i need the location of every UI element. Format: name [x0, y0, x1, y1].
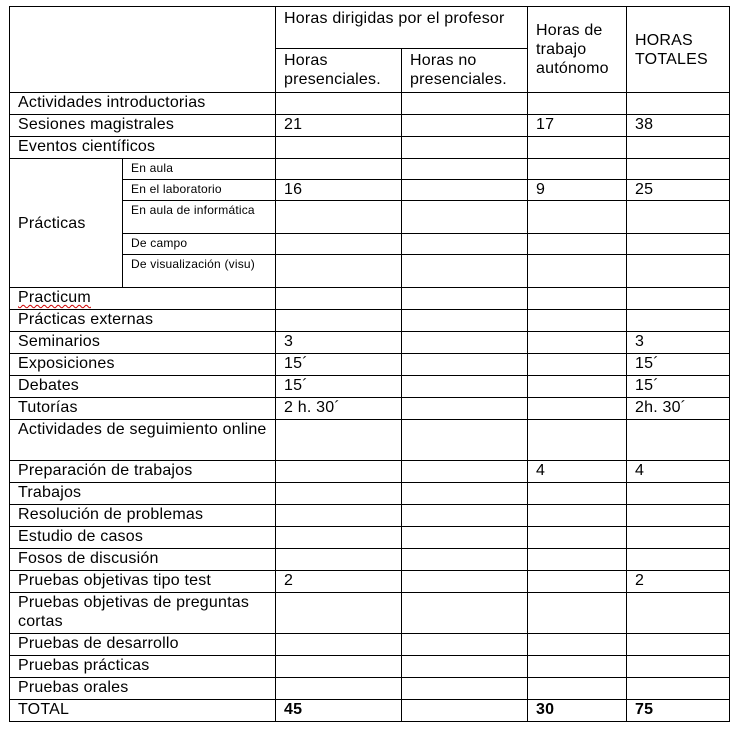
no-presenciales-cell: [402, 310, 528, 332]
total-cell: [627, 159, 730, 180]
autonomo-cell: [528, 656, 627, 678]
autonomo-cell: [528, 354, 627, 376]
total-cell: 2h. 30´: [627, 398, 730, 420]
autonomo-cell: [528, 137, 627, 159]
presenciales-cell: [276, 527, 402, 549]
row-label: Seminarios: [10, 332, 276, 354]
total-cell: [627, 505, 730, 527]
presenciales-cell: [276, 255, 402, 288]
no-presenciales-cell: [402, 527, 528, 549]
table-row: [10, 505, 730, 527]
total-cell: 3: [627, 332, 730, 354]
autonomo-cell: [528, 571, 627, 593]
autonomo-cell: 17: [528, 115, 627, 137]
presenciales-cell: 15´: [276, 354, 402, 376]
header-autonomo: Horas de trabajo autónomo: [528, 7, 627, 93]
presenciales-cell: 2 h. 30´: [276, 398, 402, 420]
table-row: [10, 593, 730, 634]
autonomo-cell: 9: [528, 180, 627, 201]
autonomo-cell: [528, 593, 627, 634]
table-row: [10, 115, 730, 137]
presenciales-cell: 3: [276, 332, 402, 354]
no-presenciales-cell: [402, 571, 528, 593]
presenciales-cell: [276, 483, 402, 505]
practicas-subrow: [10, 159, 730, 180]
autonomo-cell: [528, 549, 627, 571]
header-blank-cell: [10, 7, 276, 93]
hours-table: [9, 6, 730, 722]
total-cell: [627, 593, 730, 634]
table-row: [10, 678, 730, 700]
no-presenciales-cell: [402, 354, 528, 376]
no-presenciales-cell: [402, 234, 528, 255]
total-cell: [627, 137, 730, 159]
no-presenciales-cell: [402, 159, 528, 180]
autonomo-cell: [528, 255, 627, 288]
total-cell: 15´: [627, 354, 730, 376]
row-label: Exposiciones: [10, 354, 276, 376]
table-row: [10, 398, 730, 420]
table-row: [10, 527, 730, 549]
no-presenciales-cell: [402, 483, 528, 505]
row-label: Practicum: [10, 288, 276, 310]
practicas-sublabel: En aula: [123, 159, 276, 180]
presenciales-cell: [276, 461, 402, 483]
row-label: Debates: [10, 376, 276, 398]
row-label: Pruebas de desarrollo: [10, 634, 276, 656]
no-presenciales-cell: [402, 398, 528, 420]
row-label: Pruebas prácticas: [10, 656, 276, 678]
practicas-group-label: Prácticas: [10, 159, 123, 288]
total-row: [10, 700, 730, 722]
presenciales-cell: 21: [276, 115, 402, 137]
row-label: Pruebas objetivas tipo test: [10, 571, 276, 593]
total-cell: [627, 420, 730, 461]
total-cell: [627, 93, 730, 115]
table-row: [10, 420, 730, 461]
header-presenciales: Horas presenciales.: [276, 49, 402, 93]
table-row: [10, 549, 730, 571]
presenciales-cell: [276, 549, 402, 571]
table-row: [10, 137, 730, 159]
presenciales-cell: 16: [276, 180, 402, 201]
table-row: [10, 354, 730, 376]
total-cell: [627, 234, 730, 255]
total-total-cell: 75: [627, 700, 730, 722]
presenciales-cell: 15´: [276, 376, 402, 398]
total-cell: [627, 549, 730, 571]
header-dirigidas: Horas dirigidas por el profesor: [276, 7, 528, 49]
row-label: Actividades de seguimiento online: [10, 420, 276, 461]
no-presenciales-cell: [402, 115, 528, 137]
presenciales-cell: [276, 288, 402, 310]
table-row: [10, 461, 730, 483]
presenciales-cell: [276, 234, 402, 255]
autonomo-cell: [528, 420, 627, 461]
row-label: Prácticas externas: [10, 310, 276, 332]
autonomo-cell: [528, 332, 627, 354]
no-presenciales-cell: [402, 461, 528, 483]
row-label: Eventos científicos: [10, 137, 276, 159]
presenciales-cell: [276, 159, 402, 180]
autonomo-cell: [528, 376, 627, 398]
header-totales: HORAS TOTALES: [627, 7, 730, 93]
autonomo-cell: [528, 159, 627, 180]
presenciales-cell: [276, 505, 402, 527]
practicas-sublabel: De visualización (visu): [123, 255, 276, 288]
no-presenciales-cell: [402, 255, 528, 288]
practicas-sublabel: En el laboratorio: [123, 180, 276, 201]
no-presenciales-cell: [402, 137, 528, 159]
no-presenciales-cell: [402, 420, 528, 461]
autonomo-cell: [528, 234, 627, 255]
total-cell: [627, 310, 730, 332]
total-cell: 15´: [627, 376, 730, 398]
row-label: Actividades introductorias: [10, 93, 276, 115]
total-cell: 4: [627, 461, 730, 483]
row-label: Fosos de discusión: [10, 549, 276, 571]
practicas-sublabel: De campo: [123, 234, 276, 255]
presenciales-cell: [276, 93, 402, 115]
table-row: [10, 93, 730, 115]
autonomo-cell: [528, 634, 627, 656]
no-presenciales-cell: [402, 656, 528, 678]
total-cell: [627, 483, 730, 505]
total-cell: 25: [627, 180, 730, 201]
autonomo-cell: [528, 288, 627, 310]
no-presenciales-cell: [402, 201, 528, 234]
presenciales-cell: [276, 634, 402, 656]
autonomo-cell: [528, 527, 627, 549]
no-presenciales-cell: [402, 288, 528, 310]
row-label: Pruebas orales: [10, 678, 276, 700]
presenciales-cell: [276, 137, 402, 159]
table-row: [10, 376, 730, 398]
total-cell: 2: [627, 571, 730, 593]
autonomo-cell: [528, 310, 627, 332]
total-cell: 38: [627, 115, 730, 137]
no-presenciales-cell: [402, 376, 528, 398]
no-presenciales-cell: [402, 593, 528, 634]
total-cell: [627, 656, 730, 678]
row-label: Pruebas objetivas de preguntas cortas: [10, 593, 276, 634]
autonomo-cell: [528, 201, 627, 234]
practicas-sublabel: En aula de informática: [123, 201, 276, 234]
total-cell: [627, 527, 730, 549]
table-row: [10, 634, 730, 656]
presenciales-cell: [276, 656, 402, 678]
total-label: TOTAL: [10, 700, 276, 722]
table-row: [10, 288, 730, 310]
presenciales-cell: [276, 593, 402, 634]
row-label: Trabajos: [10, 483, 276, 505]
no-presenciales-cell: [402, 505, 528, 527]
total-presenciales-cell: 45: [276, 700, 402, 722]
no-presenciales-cell: [402, 549, 528, 571]
autonomo-cell: [528, 678, 627, 700]
total-no-presenciales-cell: [402, 700, 528, 722]
header-no-presenciales: Horas no presenciales.: [402, 49, 528, 93]
presenciales-cell: [276, 310, 402, 332]
total-autonomo-cell: 30: [528, 700, 627, 722]
row-label: Resolución de problemas: [10, 505, 276, 527]
no-presenciales-cell: [402, 332, 528, 354]
table-row: [10, 332, 730, 354]
table-row: [10, 483, 730, 505]
row-label: Sesiones magistrales: [10, 115, 276, 137]
total-cell: [627, 201, 730, 234]
table-row: [10, 656, 730, 678]
presenciales-cell: [276, 678, 402, 700]
presenciales-cell: 2: [276, 571, 402, 593]
header-row: [10, 7, 730, 49]
total-cell: [627, 288, 730, 310]
row-label: Preparación de trabajos: [10, 461, 276, 483]
table-row: [10, 571, 730, 593]
autonomo-cell: [528, 483, 627, 505]
autonomo-cell: [528, 93, 627, 115]
no-presenciales-cell: [402, 180, 528, 201]
row-label: Tutorías: [10, 398, 276, 420]
row-label: Estudio de casos: [10, 527, 276, 549]
total-cell: [627, 678, 730, 700]
no-presenciales-cell: [402, 93, 528, 115]
presenciales-cell: [276, 420, 402, 461]
autonomo-cell: [528, 398, 627, 420]
presenciales-cell: [276, 201, 402, 234]
autonomo-cell: 4: [528, 461, 627, 483]
autonomo-cell: [528, 505, 627, 527]
no-presenciales-cell: [402, 634, 528, 656]
total-cell: [627, 255, 730, 288]
total-cell: [627, 634, 730, 656]
table-row: [10, 310, 730, 332]
no-presenciales-cell: [402, 678, 528, 700]
